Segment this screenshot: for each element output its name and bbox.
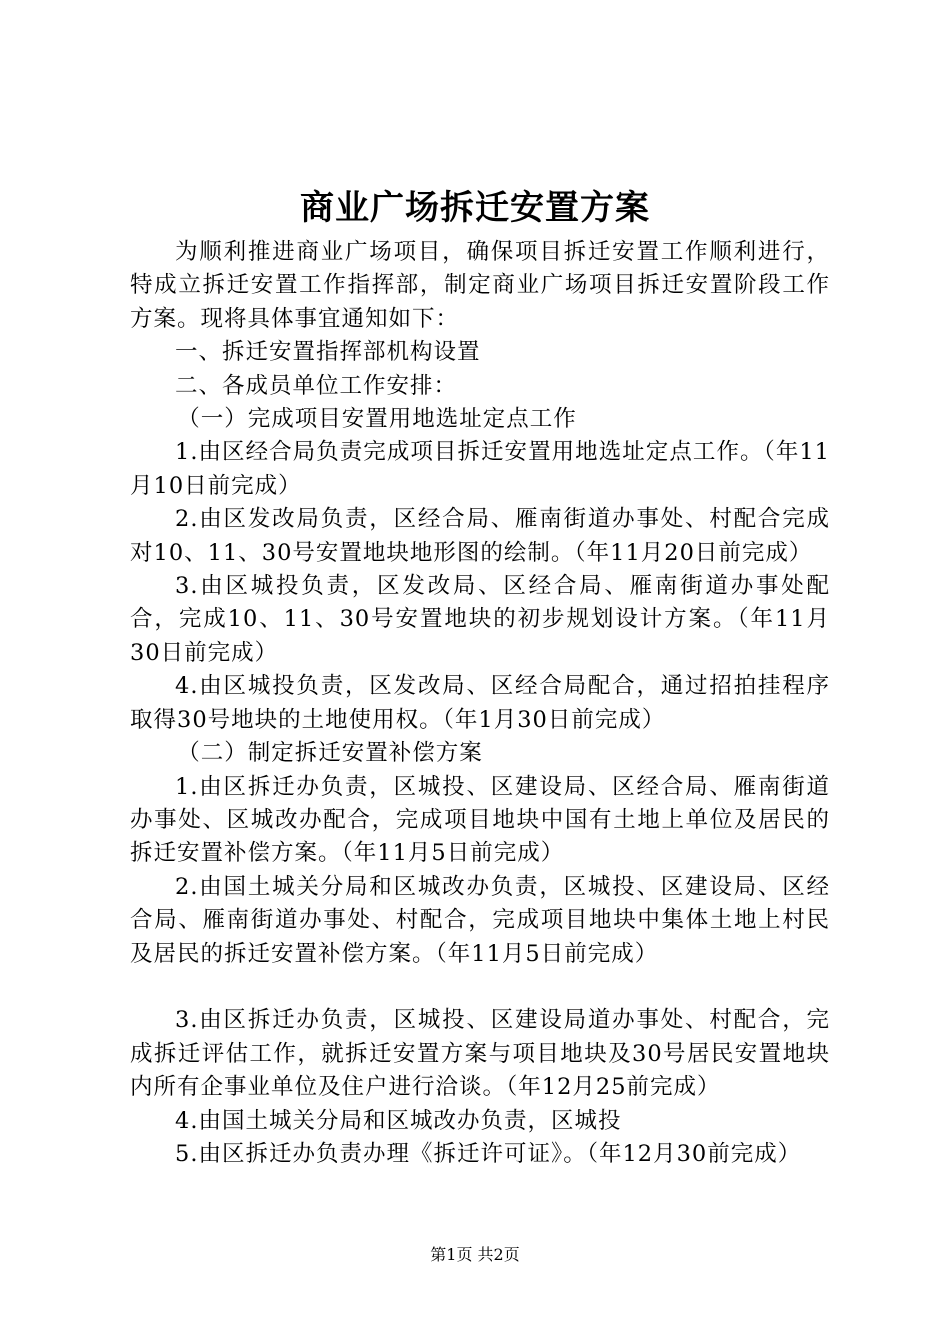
list-item: 2.由国土城关分局和区城改办负责，区城投、区建设局、区经合局、雁南街道办事处、村配合，完成项目地块中集体土地上村民及居民的拆迁安置补偿方案。（年11月5日前完成） xyxy=(130,873,830,967)
list-item: 1.由区经合局负责完成项目拆迁安置用地选址定点工作。（年11月10日前完成） xyxy=(130,439,830,499)
section-heading-2: 二、各成员单位工作安排： xyxy=(175,372,458,399)
list-item: 4.由区城投负责，区发改局、区经合局配合，通过招拍挂程序取得30号地块的土地使用权。（年1月30日前完成） xyxy=(130,673,830,733)
subsection-heading-1: （一）完成项目安置用地选址定点工作 xyxy=(177,406,577,433)
intro-paragraph: 为顺利推进商业广场项目，确保项目拆迁安置工作顺利进行，特成立拆迁安置工作指挥部，制定商业广场项目拆迁安置阶段工作方案。现将具体事宜通知如下： xyxy=(130,239,830,332)
list-item: 1.由区拆迁办负责，区城投、区建设局、区经合局、雁南街道办事处、区城改办配合，完成项目地块中国有土地上单位及居民的拆迁安置补偿方案。（年11月5日前完成） xyxy=(130,773,830,867)
paragraph-gap xyxy=(130,971,830,1004)
document-title: 商业广场拆迁安置方案 xyxy=(300,188,650,228)
list-item: 2.由区发改局负责，区经合局、雁南街道办事处、村配合完成对10、11、30号安置地块地形图的绘制。（年11月20日前完成） xyxy=(130,506,830,566)
list-item: 3.由区城投负责，区发改局、区经合局、雁南街道办事处配合，完成10、11、30号安置地块的初步规划设计方案。（年11月30日前完成） xyxy=(130,573,830,666)
subsection-heading-2: （二）制定拆迁安置补偿方案 xyxy=(177,740,483,767)
page-footer: 第1页 共2页 xyxy=(430,1245,520,1264)
section-heading-1: 一、拆迁安置指挥部机构设置 xyxy=(175,339,481,366)
list-item: 4.由国土城关分局和区城改办负责，区城投 xyxy=(175,1107,622,1134)
list-item: 5.由区拆迁办负责办理《拆迁许可证》。（年12月30前完成） xyxy=(175,1140,802,1167)
document-body xyxy=(130,236,830,1171)
list-item: 3.由区拆迁办负责，区城投、区建设局道办事处、村配合，完成拆迁评估工作，就拆迁安置方案与项目地块及30号居民安置地块内所有企事业单位及住户进行洽谈。（年12月25前完成） xyxy=(130,1007,830,1101)
